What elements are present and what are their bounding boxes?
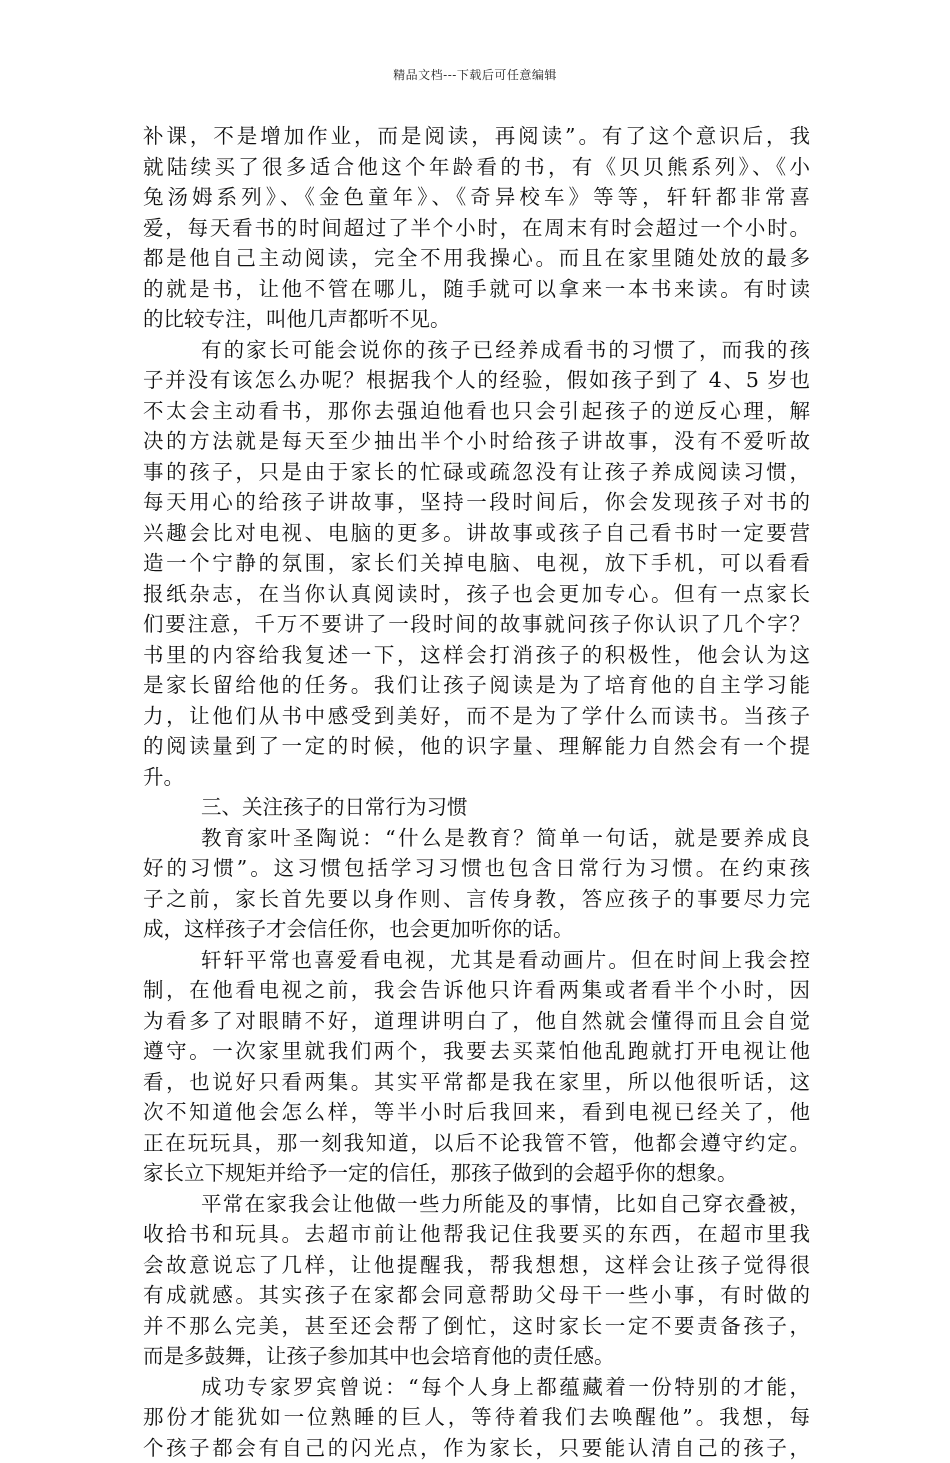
text-line: 决的方法就是每天至少抽出半个小时给孩子讲故事，没有不爱听故 <box>143 426 810 457</box>
text-line: 三、关注孩子的日常行为习惯 <box>143 792 810 823</box>
text-line: 子之前，家长首先要以身作则、言传身教，答应孩子的事要尽力完 <box>143 884 810 915</box>
text-line: 会故意说忘了几样，让他提醒我，帮我想想，这样会让孩子觉得很 <box>143 1250 810 1281</box>
text-line: 爱，每天看书的时间超过了半个小时，在周末有时会超过一个小时。 <box>143 213 810 244</box>
text-line: 制，在他看电视之前，我会告诉他只许看两集或者看半个小时，因 <box>143 975 810 1006</box>
text-line: 成，这样孩子才会信任你，也会更加听你的话。 <box>143 914 810 945</box>
text-line: 有的家长可能会说你的孩子已经养成看书的习惯了，而我的孩 <box>143 335 810 366</box>
text-line: 为看多了对眼睛不好，道理讲明白了，他自然就会懂得而且会自觉 <box>143 1006 810 1037</box>
text-line: 每天用心的给孩子讲故事，坚持一段时间后，你会发现孩子对书的 <box>143 487 810 518</box>
text-line: 遵守。一次家里就我们两个，我要去买菜怕他乱跑就打开电视让他 <box>143 1036 810 1067</box>
text-line: 升。 <box>143 762 810 793</box>
text-line: 平常在家我会让他做一些力所能及的事情，比如自己穿衣叠被， <box>143 1189 810 1220</box>
text-line: 看，也说好只看两集。其实平常都是我在家里，所以他很听话，这 <box>143 1067 810 1098</box>
text-line: 家长立下规矩并给予一定的信任，那孩子做到的会超乎你的想象。 <box>143 1158 810 1189</box>
text-line: 就陆续买了很多适合他这个年龄看的书，有《贝贝熊系列》、《小 <box>143 152 810 183</box>
text-line: 是家长留给他的任务。我们让孩子阅读是为了培育他的自主学习能 <box>143 670 810 701</box>
text-line: 轩轩平常也喜爱看电视，尤其是看动画片。但在时间上我会控 <box>143 945 810 976</box>
document-body <box>143 121 810 1463</box>
text-line: 的阅读量到了一定的时候，他的识字量、理解能力自然会有一个提 <box>143 731 810 762</box>
text-line: 子并没有该怎么办呢？根据我个人的经验，假如孩子到了 4、5 岁也 <box>143 365 810 396</box>
text-line: 的比较专注，叫他几声都听不见。 <box>143 304 810 335</box>
text-line: 的就是书，让他不管在哪儿，随手就可以拿来一本书来读。有时读 <box>143 274 810 305</box>
text-line: 力，让他们从书中感受到美好，而不是为了学什么而读书。当孩子 <box>143 701 810 732</box>
text-line: 事的孩子，只是由于家长的忙碌或疏忽没有让孩子养成阅读习惯， <box>143 457 810 488</box>
text-line: 成功专家罗宾曾说：“每个人身上都蕴藏着一份特别的才能， <box>143 1372 810 1403</box>
text-line: 兔汤姆系列》、《金色童年》、《奇异校车》等等，轩轩都非常喜 <box>143 182 810 213</box>
text-line: 个孩子都会有自己的闪光点，作为家长，只要能认清自己的孩子， <box>143 1433 810 1463</box>
text-line: 造一个宁静的氛围，家长们关掉电脑、电视，放下手机，可以看看 <box>143 548 810 579</box>
text-line: 正在玩玩具，那一刻我知道，以后不论我管不管，他都会遵守约定。 <box>143 1128 810 1159</box>
text-line: 报纸杂志，在当你认真阅读时，孩子也会更加专心。但有一点家长 <box>143 579 810 610</box>
text-line: 不太会主动看书，那你去强迫他看也只会引起孩子的逆反心理，解 <box>143 396 810 427</box>
text-line: 都是他自己主动阅读，完全不用我操心。而且在家里随处放的最多 <box>143 243 810 274</box>
page-header: 精品文档---下载后可任意编辑 <box>0 66 950 83</box>
text-line: 那份才能犹如一位熟睡的巨人，等待着我们去唤醒他”。我想，每 <box>143 1402 810 1433</box>
text-line: 收拾书和玩具。去超市前让他帮我记住我要买的东西，在超市里我 <box>143 1219 810 1250</box>
text-line: 而是多鼓舞，让孩子参加其中也会培育他的责任感。 <box>143 1341 810 1372</box>
text-line: 书里的内容给我复述一下，这样会打消孩子的积极性，他会认为这 <box>143 640 810 671</box>
text-line: 补课，不是增加作业，而是阅读，再阅读”。有了这个意识后，我 <box>143 121 810 152</box>
text-line: 们要注意，千万不要讲了一段时间的故事就问孩子你认识了几个字？ <box>143 609 810 640</box>
text-line: 好的习惯”。这习惯包括学习习惯也包含日常行为习惯。在约束孩 <box>143 853 810 884</box>
text-line: 次不知道他会怎么样，等半小时后我回来，看到电视已经关了，他 <box>143 1097 810 1128</box>
text-line: 并不那么完美，甚至还会帮了倒忙，这时家长一定不要责备孩子， <box>143 1311 810 1342</box>
text-line: 兴趣会比对电视、电脑的更多。讲故事或孩子自己看书时一定要营 <box>143 518 810 549</box>
text-line: 教育家叶圣陶说：“什么是教育？简单一句话，就是要养成良 <box>143 823 810 854</box>
text-line: 有成就感。其实孩子在家都会同意帮助父母干一些小事，有时做的 <box>143 1280 810 1311</box>
